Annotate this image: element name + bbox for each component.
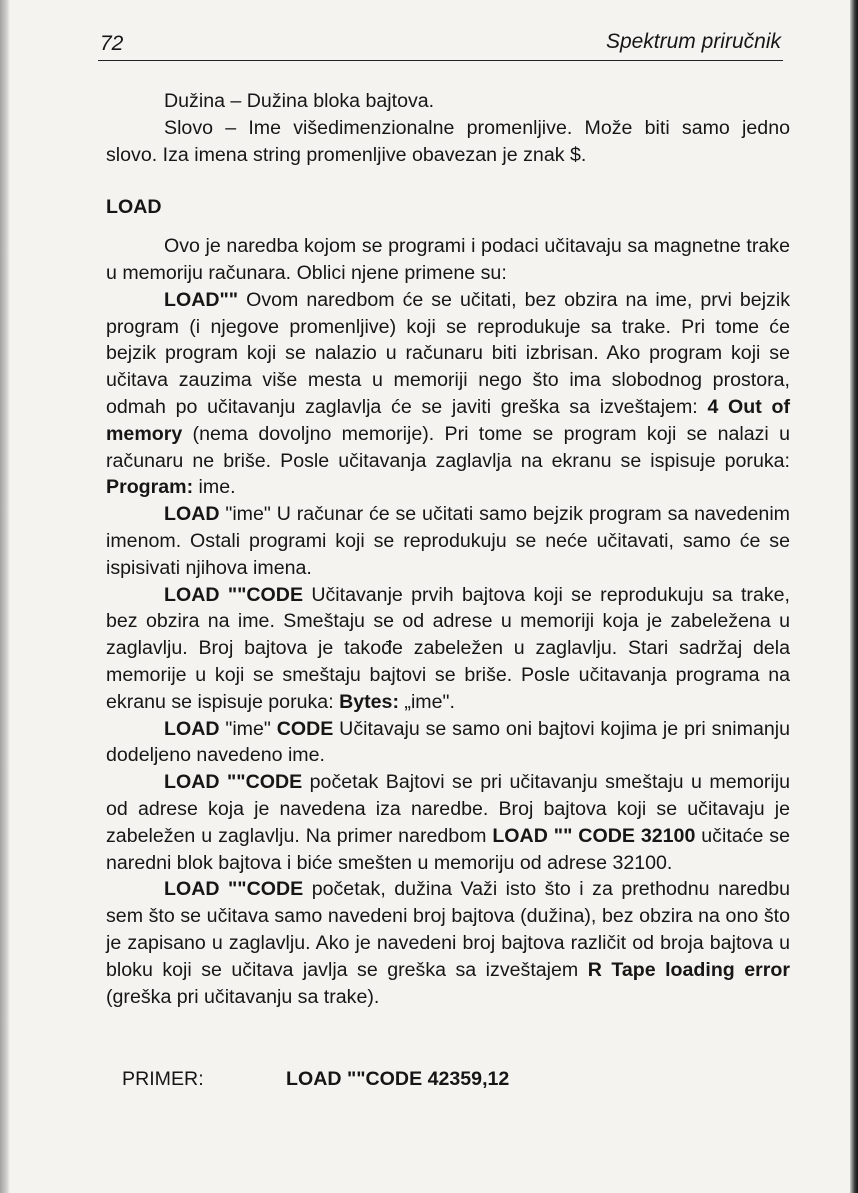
paragraph-load-code-start-length (106, 876, 790, 1010)
page-edge-shadow (850, 0, 858, 1193)
inline-example: LOAD "" CODE 32100 (492, 824, 696, 847)
example-label: PRIMER: (122, 1068, 204, 1090)
body-text: "ime" U računar će se učitati samo bejzik program sa navedenim imenom. Ostali programi koji se reprodukuju se neće učitavati, samo će se ispisivati njihova imena. (106, 503, 790, 579)
command-keyword: CODE (276, 717, 334, 740)
paragraph-load-name-code (106, 716, 790, 770)
body-text: Učitavanje prvih bajtova koji se reprodukuju sa trake, bez obzira na ime. Smeštaju se od adrese u memoriji koja je zabeležena u zaglavlju. Broj bajtova je takođe zabeležen u zaglavlju. Stari sadržaj dela memorije u koji se smeštaju bajtovi se briše. Posle učitavanja programa na ekranu se ispisuje poruka: (106, 583, 790, 713)
page-number: 72 (100, 32, 124, 55)
body-text: učitaće se naredni blok bajtova i biće smešten u memoriju od adrese 32100. (106, 824, 790, 874)
body-text: (greška pri učitavanju sa trake). (106, 985, 380, 1008)
section-heading-load: LOAD (106, 196, 162, 219)
page-header (98, 28, 783, 61)
body-text: "ime" (219, 717, 277, 740)
command-keyword: LOAD (164, 717, 220, 740)
paragraph-load-name (106, 501, 790, 581)
body-text: početak, dužina Važi isto što i za prethodnu naredbu sem što se učitava samo navedeni broj bajtova (dužina), bez obzira na ono što je zapisano u zaglavlju. Ako je navedeni broj bajtova različit od broja bajtova u bloku koji se učitava javlja se greška sa izveštajem (106, 878, 790, 981)
command-keyword: LOAD ""CODE (164, 771, 303, 794)
paragraph-duzina: Dužina – Dužina bloka bajtova. (164, 90, 435, 112)
example-code: LOAD ""CODE 42359,12 (286, 1068, 510, 1090)
screen-message: Bytes: (339, 690, 399, 713)
paragraph-load-intro: Ovo je naredba kojom se programi i podaci učitavaju sa magnetne trake u memoriju računara. Oblici njene primene su: (106, 235, 790, 284)
paragraph-load-code (106, 582, 790, 716)
screen-message: Program: (106, 476, 194, 499)
page-binding-shadow (0, 0, 10, 1193)
paragraph-slovo: Slovo – Ime višedimenzionalne promenljive. Može biti samo jedno slovo. Iza imena string promenljive obavezan je znak $. (106, 116, 790, 166)
body-text: „ime". (398, 690, 455, 713)
body-text: Učitavaju se samo oni bajtovi kojima je pri snimanju dodeljeno navedeno ime. (106, 717, 791, 767)
body-text: ime. (193, 476, 236, 499)
paragraph-load-empty (106, 287, 790, 501)
error-message: 4 Out of memory (106, 395, 790, 445)
command-keyword: LOAD"" (164, 288, 239, 311)
body-text: (nema dovoljno memorije). Pri tome se program koji se nalazi u računaru ne briše. Posle učitavanja zaglavlja na ekranu se ispisuje poruka: (106, 422, 790, 472)
paragraph-load-code-start (106, 769, 790, 876)
body-text: Ovom naredbom će se učitati, bez obzira na ime, prvi bejzik program (i njegove promenljive) koji se reprodukuje sa trake. Pri tome će bejzik program koji se nalazio u računaru biti izbrisan. Ako program koji se učitava zauzima više mesta u memoriji nego što ima slobodnog prostora, odmah po učitavanju zaglavlja će se javiti greška sa izveštajem: (106, 288, 790, 418)
running-title: Spektrum priručnik (605, 30, 781, 53)
command-keyword: LOAD (164, 503, 220, 526)
page-content (106, 88, 790, 1010)
command-keyword: LOAD ""CODE (164, 583, 304, 606)
error-message: R Tape loading error (587, 958, 790, 981)
example-line (122, 1068, 509, 1091)
body-text: početak Bajtovi se pri učitavanju smeštaju u memoriju od adrese koja je navedena iza naredbe. Broj bajtova koji se učitavaju je zabeležen u zaglavlju. Na primer naredbom (106, 771, 790, 847)
command-keyword: LOAD ""CODE (164, 878, 304, 901)
